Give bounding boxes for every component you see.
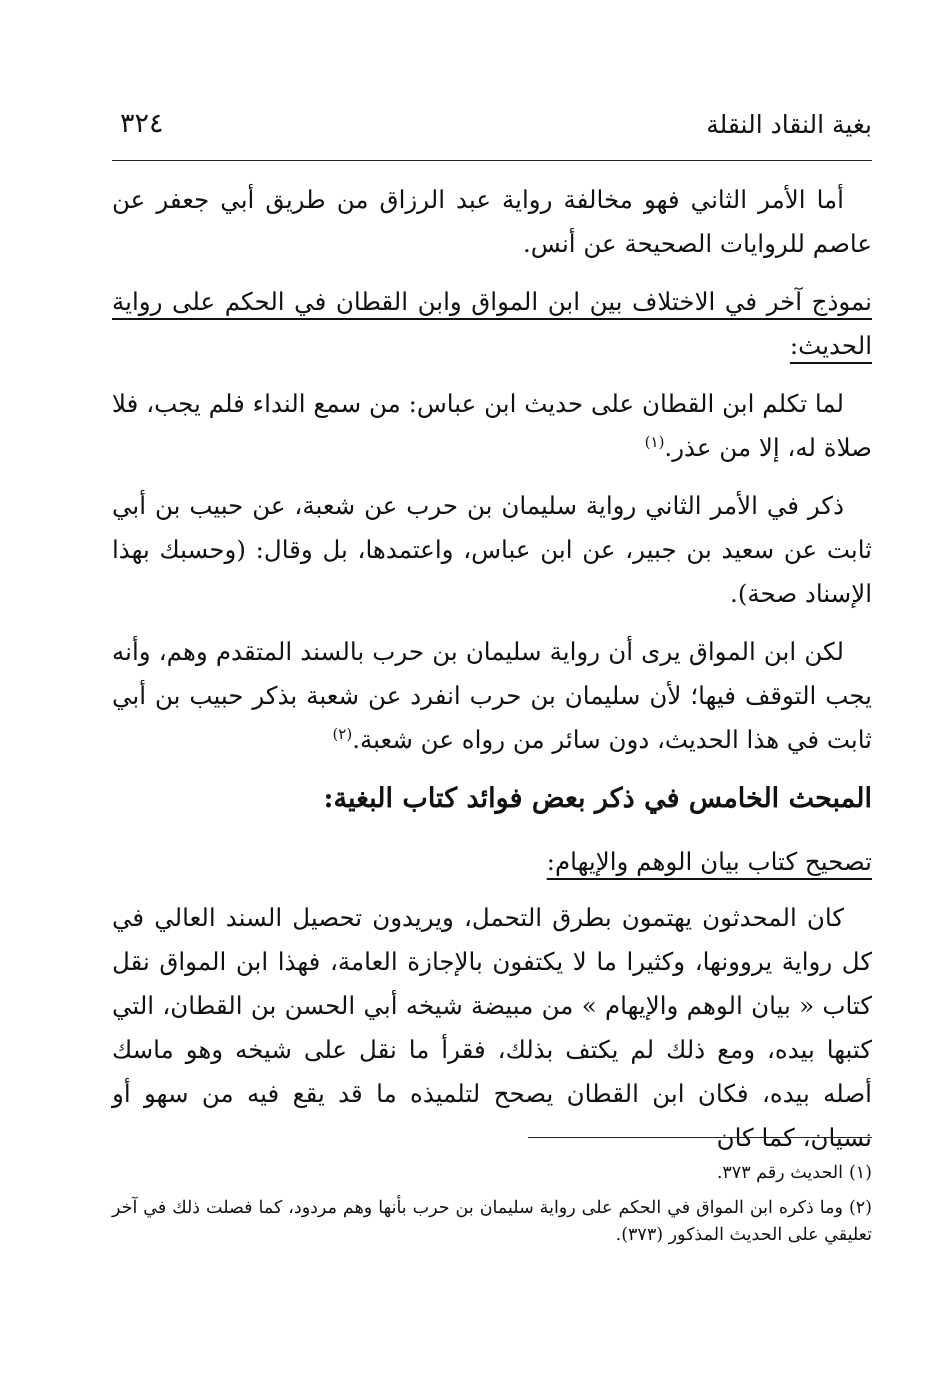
footnotes	[112, 1160, 872, 1257]
main-text	[112, 178, 872, 1174]
paragraph-text: لما تكلم ابن القطان على حديث ابن عباس: من سمع النداء فلم يجب، فلا صلاة له، إلا من عذر.	[112, 389, 872, 462]
footnote-marker: (١)	[644, 432, 665, 451]
footnote-marker: (٢)	[332, 724, 353, 743]
paragraph	[112, 382, 872, 470]
header-divider	[112, 160, 872, 161]
footnote-divider	[528, 1137, 872, 1138]
footnote-number: (١)	[848, 1163, 872, 1183]
footnote	[112, 1195, 872, 1249]
paragraph-text: لكن ابن المواق يرى أن رواية سليمان بن حرب بالسند المتقدم وهم، وأنه يجب التوقف فيها؛ لأن سليمان بن حرب انفرد عن شعبة بذكر حبيب بن أبي ثابت في هذا الحديث، دون سائر من رواه عن شعبة.	[112, 637, 872, 754]
section-heading: المبحث الخامس في ذكر بعض فوائد كتاب البغية:	[323, 783, 872, 814]
paragraph	[112, 630, 872, 762]
underlined-heading: نموذج آخر في الاختلاف بين ابن المواق وابن القطان في الحكم على رواية الحديث:	[112, 287, 872, 360]
page-header	[112, 108, 872, 152]
subheading: تصحيح كتاب بيان الوهم والإيهام:	[546, 847, 872, 876]
footnote-number: (٢)	[848, 1198, 872, 1218]
paragraph: أما الأمر الثاني فهو مخالفة رواية عبد الرزاق من طريق أبي جعفر عن عاصم للروايات الصحيحة عن أنس.	[112, 185, 872, 258]
running-title: بغية النقاد النقلة	[706, 110, 872, 139]
footnote-text: وما ذكره ابن المواق في الحكم على رواية سليمان بن حرب بأنها وهم مردود، كما فصلت ذلك في آخر تعليقي على الحديث المذكور (٣٧٣).	[112, 1198, 872, 1245]
footnote	[112, 1160, 872, 1187]
paragraph: كان المحدثون يهتمون بطرق التحمل، ويريدون تحصيل السند العالي في كل رواية يروونها، وكثيرا ما لا يكتفون بالإجازة العامة، فهذا ابن المواق نقل كتاب « بيان الوهم والإيهام » من مبيضة شيخه أبي الحسن بن القطان، التي كتبها بيده، ومع ذلك لم يكتف بذلك، فقرأ ما نقل على شيخه وهو ماسك أصله بيده، فكان ابن القطان يصحح لتلميذه ما قد يقع فيه من سهو أو نسيان، كما كان	[112, 903, 872, 1152]
page-number: ٣٢٤	[120, 108, 164, 139]
footnote-text: الحديث رقم ٣٧٣.	[716, 1163, 843, 1183]
paragraph: ذكر في الأمر الثاني رواية سليمان بن حرب عن شعبة، عن حبيب بن أبي ثابت عن سعيد بن جبير، عن ابن عباس، واعتمدها، بل وقال: (وحسبك بهذا الإسناد صحة).	[112, 491, 872, 608]
